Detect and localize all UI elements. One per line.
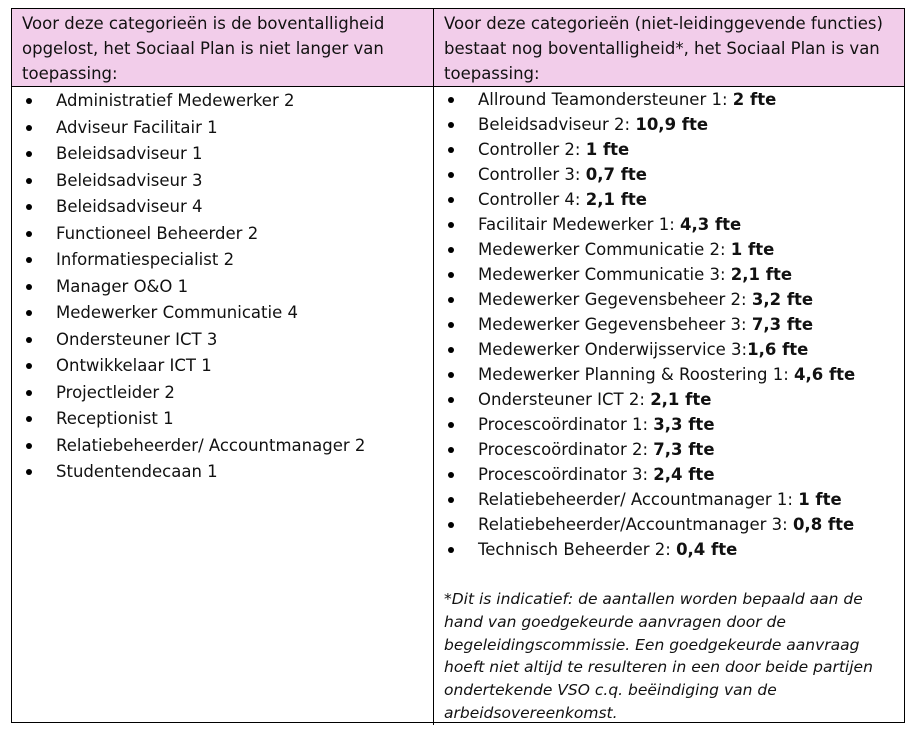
list-item-label: Manager O&O 1 <box>56 276 189 296</box>
header-surplus-categories: Voor deze categorieën (niet-leidinggevende functies) bestaat nog boventalligheid*, het Sociaal Plan is van toepassing: <box>434 9 904 86</box>
list-item-label: Ondersteuner ICT 3 <box>56 329 218 349</box>
resolved-categories-cell <box>12 87 434 725</box>
list-item <box>434 287 904 312</box>
list-item <box>12 115 433 142</box>
list-item-label: Ontwikkelaar ICT 1 <box>56 356 212 375</box>
bullet-icon <box>448 247 454 253</box>
list-item-label: Beleidsadviseur 4 <box>56 197 203 216</box>
list-item-label: Studentendecaan 1 <box>56 462 218 481</box>
list-item <box>434 362 904 387</box>
bullet-icon <box>26 98 32 104</box>
list-item-label: Ondersteuner ICT 2: <box>478 390 651 409</box>
list-item-label: Adviseur Facilitair 1 <box>56 117 218 137</box>
bullet-icon <box>26 363 32 369</box>
fte-value: 3,3 fte <box>653 415 715 434</box>
list-item <box>434 387 904 412</box>
list-item-label: Medewerker Communicatie 3: <box>478 265 731 284</box>
list-item <box>434 237 904 262</box>
bullet-icon <box>448 447 454 453</box>
list-item <box>12 380 433 407</box>
table-header-row <box>12 9 904 87</box>
list-item-label: Allround Teamondersteuner 1: <box>478 90 733 109</box>
fte-value: 10,9 fte <box>635 115 709 134</box>
bullet-icon <box>448 472 454 478</box>
bullet-icon <box>26 151 32 157</box>
list-item <box>434 512 904 537</box>
list-item <box>12 459 433 486</box>
bullet-icon <box>448 272 454 278</box>
list-item <box>434 187 904 212</box>
list-item <box>12 247 433 274</box>
bullet-icon <box>26 178 32 184</box>
bullet-icon <box>26 204 32 210</box>
list-item <box>434 212 904 237</box>
list-item <box>12 300 433 327</box>
list-item <box>434 437 904 462</box>
list-item-label: Medewerker Planning & Roostering 1: <box>478 365 794 384</box>
list-item <box>434 337 904 362</box>
list-item <box>12 194 433 221</box>
list-item-label: Beleidsadviseur 3 <box>56 170 203 190</box>
list-item <box>12 353 433 380</box>
bullet-icon <box>448 497 454 503</box>
bullet-icon <box>26 443 32 449</box>
list-item <box>12 327 433 354</box>
bullet-icon <box>26 390 32 396</box>
fte-value: 7,3 fte <box>751 315 814 334</box>
fte-value: 0,7 fte <box>585 165 647 184</box>
bullet-icon <box>448 97 454 103</box>
list-item <box>434 137 904 162</box>
table-body-row <box>12 87 904 725</box>
bullet-icon <box>26 337 32 343</box>
bullet-icon <box>26 284 32 290</box>
list-item-label: Controller 4: <box>478 190 586 209</box>
list-item-label: Procescoördinator 1: <box>478 415 654 434</box>
list-item-label: Medewerker Gegevensbeheer 3: <box>478 315 752 334</box>
resolved-categories-list <box>12 87 433 486</box>
bullet-icon <box>448 197 454 203</box>
fte-value: 4,3 fte <box>680 215 742 234</box>
list-item-label: Functioneel Beheerder 2 <box>56 223 259 243</box>
list-item-label: Relatiebeheerder/Accountmanager 3: <box>478 515 793 534</box>
fte-value: 2,4 fte <box>653 465 715 484</box>
list-item <box>434 262 904 287</box>
fte-value: 3,2 fte <box>751 290 814 309</box>
list-item <box>12 88 433 115</box>
bullet-icon <box>448 147 454 153</box>
fte-value: 2,1 fte <box>585 190 647 209</box>
fte-value: 1 fte <box>730 240 775 259</box>
footnote: *Dit is indicatief: de aantallen worden bepaald aan de hand van goedgekeurde aanvragen door de begeleidingscommissie. Een goedgekeurde aanvraag hoeft niet altijd te resulteren in een door beide partijen ondertekende VSO c.q. beëindiging van de arbeidsovereenkomst. <box>444 590 873 722</box>
bullet-icon <box>448 397 454 403</box>
surplus-categories-list <box>434 87 904 562</box>
list-item-label: Controller 2: <box>478 140 586 159</box>
list-item-label: Procescoördinator 3: <box>478 465 654 484</box>
bullet-icon <box>26 310 32 316</box>
bullet-icon <box>26 469 32 475</box>
list-item-label: Beleidsadviseur 2: <box>478 115 636 134</box>
bullet-icon <box>448 297 454 303</box>
bullet-icon <box>448 122 454 128</box>
header-resolved-categories: Voor deze categorieën is de boventalligheid opgelost, het Sociaal Plan is niet langer van toepassing: <box>12 9 434 86</box>
bullet-icon <box>26 231 32 237</box>
category-table <box>11 8 905 723</box>
list-item <box>434 537 904 562</box>
list-item <box>434 112 904 137</box>
bullet-icon <box>448 422 454 428</box>
fte-value: 1 fte <box>798 490 842 509</box>
fte-value: 4,6 fte <box>794 365 856 384</box>
bullet-icon <box>448 322 454 328</box>
list-item-label: Technisch Beheerder 2: <box>478 540 677 559</box>
fte-value: 0,4 fte <box>676 540 738 559</box>
list-item-label: Administratief Medewerker 2 <box>56 91 295 110</box>
fte-value: 1 fte <box>585 140 630 159</box>
list-item <box>434 162 904 187</box>
fte-value: 1,6 fte <box>747 340 809 359</box>
list-item <box>434 412 904 437</box>
bullet-icon <box>448 522 454 528</box>
list-item-label: Medewerker Communicatie 4 <box>56 303 298 322</box>
list-item <box>12 406 433 433</box>
list-item-label: Medewerker Communicatie 2: <box>478 240 731 259</box>
list-item <box>12 274 433 301</box>
list-item <box>434 462 904 487</box>
bullet-icon <box>448 222 454 228</box>
list-item-label: Relatiebeheerder/ Accountmanager 1: <box>478 490 799 509</box>
list-item-label: Relatiebeheerder/ Accountmanager 2 <box>56 435 366 455</box>
bullet-icon <box>448 347 454 353</box>
bullet-icon <box>448 172 454 178</box>
bullet-icon <box>26 416 32 422</box>
list-item-label: Medewerker Onderwijsservice 3: <box>478 340 748 359</box>
list-item-label: Controller 3: <box>478 165 586 184</box>
bullet-icon <box>26 125 32 131</box>
fte-value: 2,1 fte <box>650 390 712 409</box>
list-item-label: Beleidsadviseur 1 <box>56 144 203 163</box>
list-item-label: Informatiespecialist 2 <box>56 250 235 269</box>
fte-value: 7,3 fte <box>653 440 715 459</box>
list-item-label: Medewerker Gegevensbeheer 2: <box>478 290 752 309</box>
bullet-icon <box>448 547 454 553</box>
fte-value: 2,1 fte <box>730 265 793 284</box>
list-item <box>12 141 433 168</box>
bullet-icon <box>448 372 454 378</box>
bullet-icon <box>26 257 32 263</box>
list-item <box>12 168 433 195</box>
list-item-label: Receptionist 1 <box>56 409 174 428</box>
fte-value: 0,8 fte <box>792 515 855 534</box>
list-item <box>434 87 904 112</box>
list-item <box>434 312 904 337</box>
list-item <box>12 221 433 248</box>
fte-value: 2 fte <box>732 90 777 109</box>
list-item-label: Procescoördinator 2: <box>478 440 654 459</box>
list-item-label: Projectleider 2 <box>56 382 175 402</box>
surplus-categories-cell <box>434 87 904 725</box>
list-item <box>12 433 433 460</box>
list-item-label: Facilitair Medewerker 1: <box>478 215 680 234</box>
list-item <box>434 487 904 512</box>
